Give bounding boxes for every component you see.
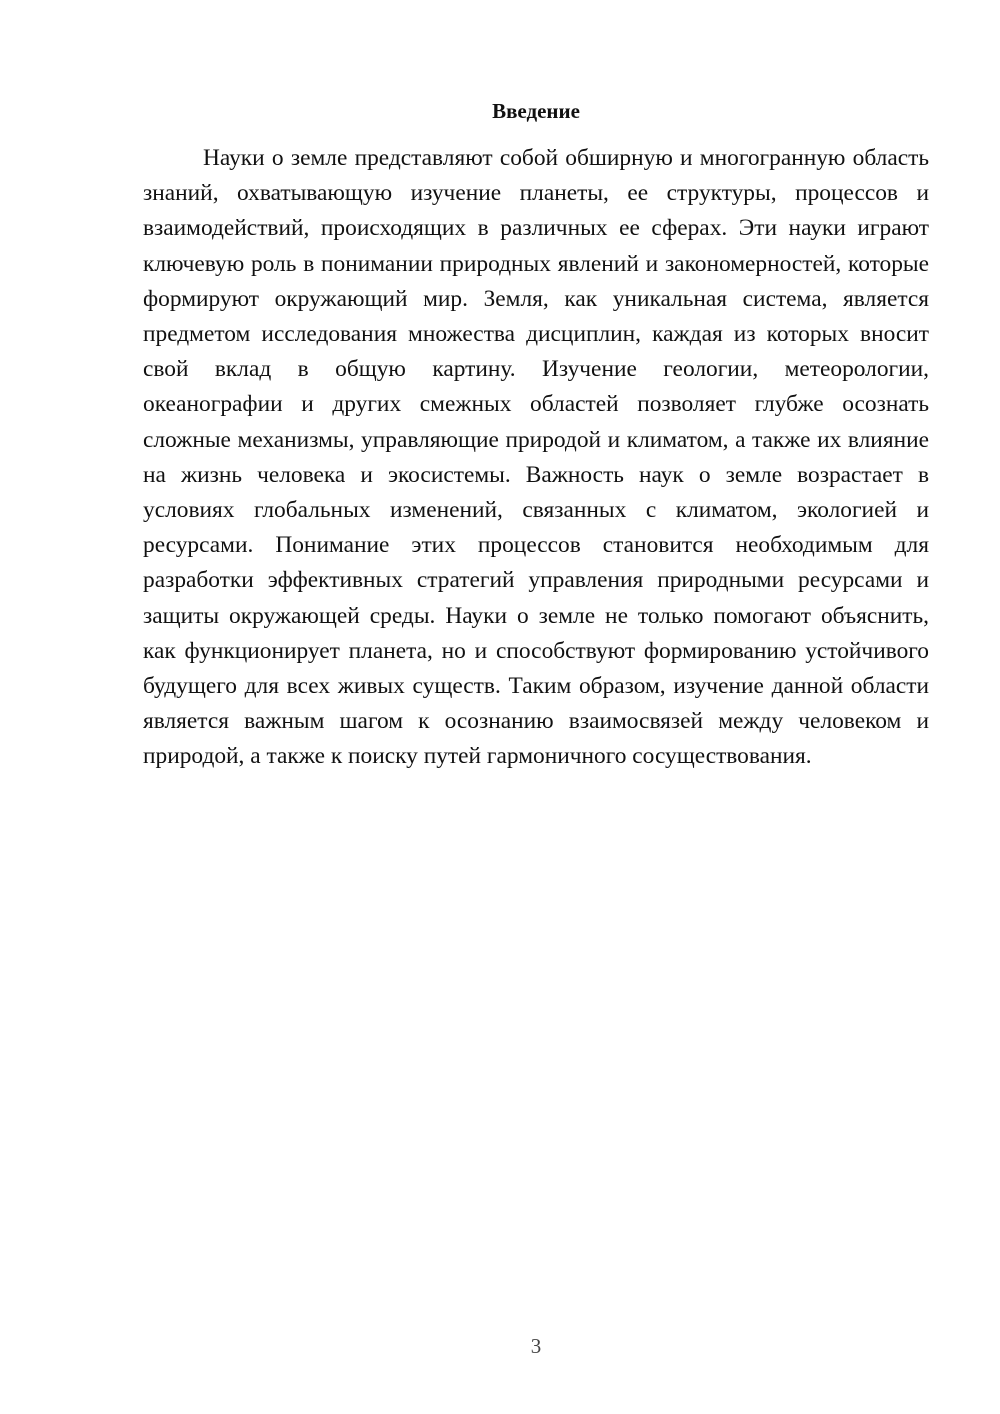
section-heading: Введение: [492, 99, 580, 123]
body-paragraph: Науки о земле представляют собой обширную и многогранную область знаний, охватывающую изучение планеты, ее структуры, процессов и взаимодействий, происходящих в различных ее сферах. Эти науки играют ключевую роль в понимании природных явлений и закономерностей, которые формируют окружающий мир. Земля, как уникальная система, является предметом исследования множества дисциплин, каждая из которых вносит свой вклад в общую картину. Изучение геологии, метеорологии, океанографии и других смежных областей позволяет глубже осознать сложные механизмы, управляющие природой и климатом, а также их влияние на жизнь человека и экосистемы. Важность наук о земле возрастает в условиях глобальных изменений, связанных с климатом, экологией и ресурсами. Понимание этих процессов становится необходимым для разработки эффективных стратегий управления природными ресурсами и защиты окружающей среды. Науки о земле не только помогают объяснить, как функционирует планета, но и способствуют формированию устойчивого будущего для всех живых существ. Таким образом, изучение данной области является важным шагом к осознанию взаимосвязей между человеком и природой, а также к поиску путей гармоничного сосуществования.: [143, 145, 929, 770]
page-number: 3: [530, 1334, 542, 1358]
